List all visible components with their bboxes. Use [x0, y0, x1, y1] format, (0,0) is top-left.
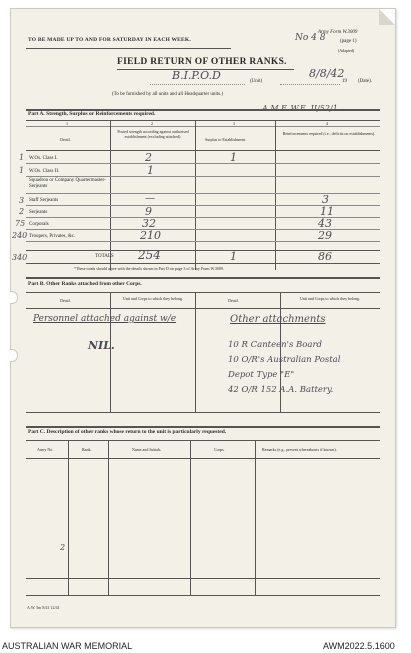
part-c-header-top [26, 440, 380, 441]
col-header-unit: Unit and Corps to which they belong. [122, 296, 184, 301]
col-header-detail: Detail. [60, 298, 71, 303]
posted-value: 32 [142, 217, 156, 230]
part-b-divider [110, 292, 111, 412]
margin-note: 2 [19, 207, 25, 216]
part-c-title: Part C. Description of other ranks whose return to the unit is particularly requested. [28, 429, 227, 435]
part-a-title: Part A. Strength, Surplus or Reinforcements required. [28, 111, 156, 117]
handwritten-mark: 2 [60, 543, 66, 552]
part-c-divider [190, 440, 191, 595]
col-number: 4 [326, 121, 328, 126]
col-header-corps: Corps. [214, 447, 225, 452]
handwritten-reference: A.M.F. W.E. II/52/1 [262, 104, 338, 113]
part-a-footnote: *These totals should agree with the details shown in Part D on page 3 of Army Form W.3009. [74, 266, 224, 271]
col-number: 3 [233, 121, 235, 126]
part-c-header-bottom [26, 458, 380, 459]
margin-note: 240 [12, 231, 28, 240]
posted-value: 9 [145, 205, 152, 218]
handwritten-heading-right: Other attachments [230, 314, 326, 325]
attachment-line: Depot Type "E" [228, 370, 295, 380]
folded-corner [379, 9, 395, 25]
punch-hole [10, 291, 18, 304]
part-b-bottom-rule [26, 412, 380, 413]
instruction-underline [26, 48, 231, 49]
col-header-surplus: Surplus to Establishment. [205, 137, 246, 142]
page-reference: (page 1) [340, 39, 357, 44]
handwritten-nil: NIL. [88, 339, 115, 352]
margin-total-note: 340 [12, 253, 28, 262]
part-c-divider [108, 440, 109, 595]
reinforcement-value: 3 [322, 193, 329, 206]
unit-label: (Unit) [250, 79, 263, 84]
row-detail: W.Os. Class II. [29, 169, 60, 174]
adapted-label: (Adapted) [338, 48, 355, 53]
part-b-header-bottom [26, 308, 380, 309]
handwritten-heading-left: Personnel attached against w/e [33, 314, 177, 324]
col-header-detail: Detail. [228, 298, 239, 303]
row-detail: W.Os. Class I. [29, 156, 58, 161]
top-instruction: TO BE MADE UP TO AND FOR SATURDAY IN EACH WEEK. [28, 37, 191, 43]
furnished-note: (To be furnished by all units and all Headquarter units.) [112, 92, 224, 97]
print-code: A.W. 5m 8/41 12/41 [27, 605, 60, 610]
part-b-divider [195, 292, 196, 412]
part-a-divider [195, 120, 196, 270]
row-rule [26, 176, 380, 177]
date-label: (Date). [358, 79, 373, 84]
unit-value: B.I.P.O.D [172, 69, 221, 82]
form-title: FIELD RETURN OF OTHER RANKS. [117, 57, 287, 67]
handwritten-number: No 4 8 [295, 33, 326, 43]
part-b-header-top [26, 292, 380, 293]
date-value: 8/8/42 [309, 67, 345, 80]
attachment-line: 42 O/R 152 A.A. Battery. [228, 385, 334, 395]
col-header-remarks: Remarks (e.g., present whereabouts if known). [262, 447, 337, 452]
reinforcement-value: 43 [318, 217, 332, 230]
header-bottom-rule [26, 150, 380, 151]
part-c-bottom-rule [26, 595, 380, 596]
form-reference: Army Form W.3009 [318, 30, 358, 35]
col-header-army-no: Army No. [37, 447, 54, 452]
part-c-row-rule [26, 578, 380, 579]
part-a-divider [275, 120, 276, 270]
total-reinforcements: 86 [318, 250, 332, 263]
row-rule [26, 163, 380, 164]
archive-id: AWM2022.5.1600 [323, 641, 395, 651]
part-a-divider [110, 120, 111, 270]
part-c-divider [255, 440, 256, 595]
margin-note: 1 [19, 153, 25, 162]
attachment-line: 10 O/R's Australian Postal [228, 355, 341, 365]
col-header-reinforcements: Reinforcements required (i.e., deficits on establishments). [282, 131, 376, 136]
punch-hole [10, 349, 18, 362]
totals-label: TOTALS [95, 254, 114, 259]
margin-note: 3 [19, 196, 25, 205]
posted-value: — [145, 193, 155, 204]
part-c-top-rule [26, 426, 380, 428]
total-surplus: 1 [230, 250, 237, 263]
row-detail: Staff Serjeants [29, 198, 59, 203]
archive-footer [0, 640, 411, 653]
col-header-posted: Posted strength according against authorised establishment (excluding attached). [117, 129, 189, 139]
col-header-rank: Rank. [82, 447, 92, 452]
col-number-rule [26, 126, 380, 127]
part-b-top-rule [26, 277, 380, 279]
col-header-detail: Detail. [60, 137, 71, 142]
col-number: 2 [151, 121, 153, 126]
surplus-value: 1 [230, 151, 237, 164]
part-c-divider [68, 440, 69, 595]
col-number: 1 [66, 121, 68, 126]
attachment-line: 10 R Canteen's Board [228, 340, 322, 350]
total-posted: 254 [138, 248, 161, 262]
date-line [280, 84, 340, 85]
posted-value: 1 [147, 164, 154, 177]
margin-note: 1 [19, 166, 25, 175]
reinforcement-value: 29 [318, 229, 332, 242]
col-header-name: Name and Initials. [132, 447, 162, 452]
posted-value: 210 [140, 229, 161, 242]
margin-note: 75 [15, 219, 26, 228]
year-prefix: 19 [342, 79, 347, 84]
archive-name: AUSTRALIAN WAR MEMORIAL [2, 641, 133, 651]
part-b-title: Part B. Other Ranks attached from other Corps. [28, 281, 142, 287]
col-header-unit: Unit and Corps to which they belong. [299, 296, 361, 301]
row-detail: Serjeants [29, 210, 48, 215]
row-detail: Troopers, Privates, &c. [29, 234, 76, 239]
posted-value: 2 [145, 151, 152, 164]
reinforcement-value: 11 [320, 205, 334, 218]
row-detail: Corporals [29, 222, 49, 227]
unit-line [150, 84, 245, 85]
totals-bottom-rule [26, 263, 380, 264]
row-detail: Squadron or Company Quartermaster-Serjeants [29, 178, 106, 189]
